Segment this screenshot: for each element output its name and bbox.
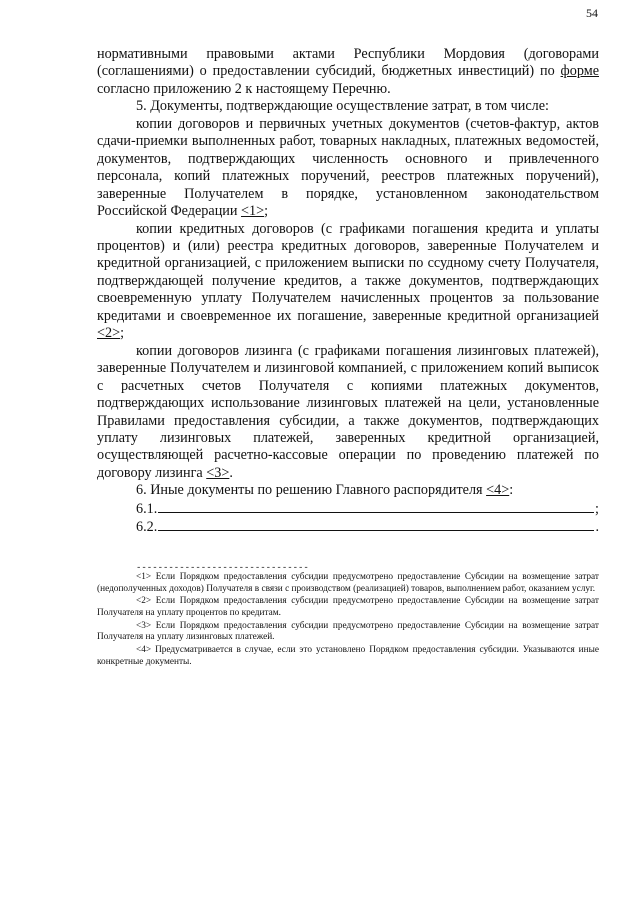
footnote-3: <3> Если Порядком предоставления субсидии предусмотрено предоставление Субсидии на возмещение затрат Получателя на уплату лизинговых платежей. [97, 620, 599, 643]
item-5-paragraph-3: копии договоров лизинга (с графиками погашения лизинговых платежей), заверенные Получателем и лизинговой компанией, с приложением копий выписок с расчетных счетов Получателя с копиями платежных документов, подтверждающих использование лизинговых платежей на цели, установленные Правилами предоставления субсидии, а также документов, подтверждающих уплату лизинговых платежей, заверенных кредитной организацией, осуществляющей расчетно-кассовые операции по проведению платежей по договору лизинга <3>. [97, 342, 599, 481]
item-6-1-label: 6.1. [136, 500, 158, 517]
footnote-ref-2[interactable]: <2> [97, 325, 121, 342]
footnote-ref-1[interactable]: <1> [241, 203, 265, 220]
item-6-2-line: 6.2. . [136, 519, 599, 536]
footnote-separator: -------------------------------- [136, 563, 309, 573]
footnote-ref-4[interactable]: <4> [486, 482, 510, 499]
item-6-2-label: 6.2. [136, 519, 158, 536]
item-5-heading: 5. Документы, подтверждающие осуществление затрат, в том числе: [136, 98, 549, 115]
item-5-paragraph-2: копии кредитных договоров (с графиками погашения кредита и уплаты процентов) и (или) реестра кредитных договоров, заверенные Получателем и кредитной организацией, с приложением выписки по ссудному счету Получателя, подтверждающей получение кредитов, а также документов, подтверждающих своевременную уплату Получателем начисленных процентов за пользование кредитами и своевременное их погашение, заверенные кредитной организацией <2>; [97, 220, 599, 342]
item-5-paragraph-1: копии договоров и первичных учетных документов (счетов-фактур, актов сдачи-приемки выполненных работ, товарных накладных, платежных ведомостей, документов, подтверждающих численность основного и привлеченного персонала, копий платежных поручений, реестров платежных поручений), заверенные Получателем в порядке, установленном законодательством Российской Федерации <1>; [97, 115, 599, 220]
item-6-2-blank[interactable] [158, 518, 594, 531]
footnote-2: <2> Если Порядком предоставления субсидии предусмотрено предоставление Субсидии на возмещение затрат Получателя на уплату процентов по кредитам. [97, 596, 599, 618]
footnote-ref-3[interactable]: <3> [206, 464, 230, 481]
footnotes [97, 572, 599, 670]
form-link[interactable]: форме [560, 63, 599, 80]
footnote-4: <4> Предусматривается в случае, если это установлено Порядком предоставления субсидии. Указываются иные конкретные документы. [97, 645, 599, 667]
page-number: 54 [586, 6, 598, 20]
paragraph-intro: нормативными правовыми актами Республики Мордовия (договорами (соглашениями) о предоставлении субсидий, бюджетных инвестиций) по форме согласно приложению 2 к настоящему Перечню. [97, 46, 599, 97]
item-6-1-blank[interactable] [158, 500, 594, 513]
item-6-1-line: 6.1. ; [136, 500, 599, 517]
footnote-1: <1> Если Порядком предоставления субсидии предусмотрено предоставление Субсидии на возмещение затрат (недополученных доходов) Получателя в связи с производством (реализацией) товаров, выполнением работ, оказанием услуг. [97, 572, 599, 594]
item-6-heading: 6. Иные документы по решению Главного распорядителя <4>: [136, 482, 514, 499]
document-body [97, 46, 599, 537]
